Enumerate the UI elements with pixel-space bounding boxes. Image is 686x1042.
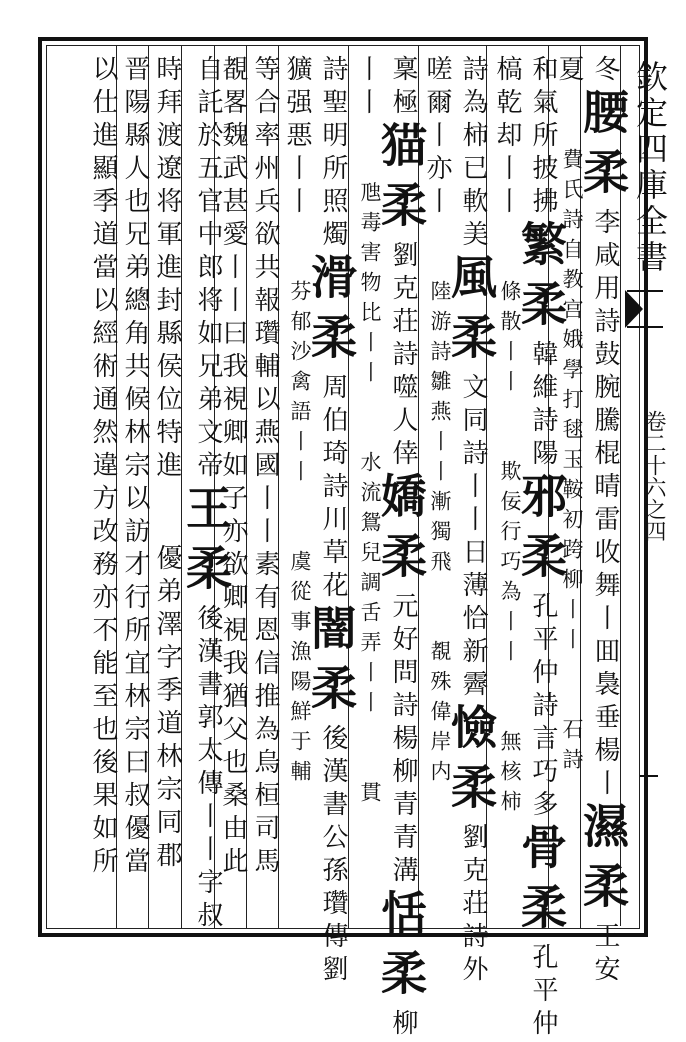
body-text: 優弟澤字季道林宗同郡	[152, 544, 182, 874]
headword: 滑柔	[304, 253, 358, 373]
headword-gap	[278, 220, 310, 280]
annotation-text: 石詩	[560, 718, 584, 778]
headword: 風柔	[444, 253, 498, 373]
body-text: 孔平仲詩言巧多	[528, 592, 558, 823]
annotation-text: 無核柿	[498, 730, 522, 820]
body-text: 以仕進顯季道當以經術通然違方改務亦不能至也後果如所	[88, 55, 118, 880]
annotation-text: 水流鴛兒調舌弄丨丨	[358, 451, 382, 721]
juan-label-box	[630, 410, 664, 542]
body-text: 文同詩丨丨日薄恰新霽	[458, 373, 488, 703]
body-text: 覩畧魏武甚愛丨丨曰我視卿如子亦欲卿視我猶父也桑由此	[218, 55, 248, 880]
headword: 濕柔	[576, 802, 630, 922]
body-text: 丨丨	[352, 55, 382, 121]
body-text: 周伯琦詩川草花	[318, 373, 348, 604]
annotation-text: 欺佞行巧為丨丨	[498, 460, 522, 670]
headword: 嬌柔	[374, 472, 428, 592]
body-text: 自託於五官中郎将如兄弟文帝	[193, 55, 223, 484]
body-text: 李咸用詩鼔腕騰棍晴雷收舞丨囬裊垂楊丨	[590, 208, 620, 802]
annotation-text: 芬郁沙禽語丨丨	[288, 280, 312, 490]
text-column	[246, 55, 278, 880]
body-text: 和氣所披拂	[528, 55, 558, 220]
annotation-text: 貫	[358, 781, 382, 811]
headword: 骨柔	[514, 823, 568, 943]
body-text: 冬	[590, 55, 620, 88]
headword: 邪柔	[514, 472, 568, 592]
text-column	[304, 55, 358, 988]
headword-gap	[278, 490, 310, 550]
book-title: 欽定四庫全書	[631, 60, 669, 276]
body-text: 詩聖明所照燭	[318, 55, 348, 253]
text-column	[84, 55, 116, 880]
headword: 恬柔	[374, 889, 428, 1009]
text-column	[116, 55, 148, 880]
headword: 繁柔	[514, 220, 568, 340]
body-text: 韓維詩陽	[528, 340, 558, 472]
margin-band	[626, 60, 669, 276]
margin-tick	[640, 775, 658, 777]
body-text: 劉克荘詩外	[458, 823, 488, 988]
text-column	[278, 55, 310, 790]
juan-label: 卷二十六之四	[641, 410, 666, 542]
body-text: 劉克荘詩噬人倖	[388, 241, 418, 472]
body-text: 孔平仲	[528, 943, 558, 1042]
body-text: 夏	[554, 55, 584, 88]
body-text: 晋陽縣人也兄弟總角共候林宗以訪才行所宜林宗曰叔優當	[120, 55, 150, 880]
annotation-text: 條散丨丨	[498, 280, 522, 400]
headword: 闇柔	[304, 604, 358, 724]
headword: 腰柔	[576, 88, 630, 208]
body-text: 等合率州兵欲共報瓚輔以燕國丨丨素有恩信推為烏桓司馬	[250, 55, 280, 880]
fishtail-mark	[627, 290, 663, 328]
text-column	[576, 55, 630, 988]
annotation-text: 虺毒害物比丨丨	[358, 181, 382, 391]
annotation-text: 虞從事漁陽鮮于輔	[288, 550, 312, 790]
text-column	[514, 55, 568, 1042]
annotation-text: 陸游詩雛燕丨丨漸獨飛	[428, 280, 452, 580]
headword-gap	[148, 484, 180, 544]
body-text: 後漢書郭太傳丨丨字叔	[193, 604, 223, 934]
body-text: 時拜渡遼将軍進封縣侯位特進	[152, 55, 182, 484]
body-text: 後漢書公孫瓚傳劉	[318, 724, 348, 988]
annotation-text: 費氏詩自教宫娥學打毬玉鞍初跨柳丨丨	[560, 148, 584, 658]
headword: 憸柔	[444, 703, 498, 823]
body-text: 王安	[590, 922, 620, 988]
text-column	[374, 55, 428, 1042]
body-text: 稟極	[388, 55, 418, 121]
text-column	[148, 55, 180, 874]
body-text: 柳	[388, 1009, 418, 1042]
headword: 猫柔	[374, 121, 428, 241]
body-text: 嗟爾丨亦丨	[422, 55, 452, 220]
body-text: 槁乾却丨丨	[492, 55, 522, 220]
annotation-text: 覩殊偉岸内	[428, 640, 452, 790]
headword: 王柔	[179, 484, 233, 604]
body-text: 獷强悪丨丨	[282, 55, 312, 220]
body-text: 詩為柿已軟美	[458, 55, 488, 253]
text-column	[444, 55, 498, 988]
body-text: 元好問詩楊柳青青溝	[388, 592, 418, 889]
